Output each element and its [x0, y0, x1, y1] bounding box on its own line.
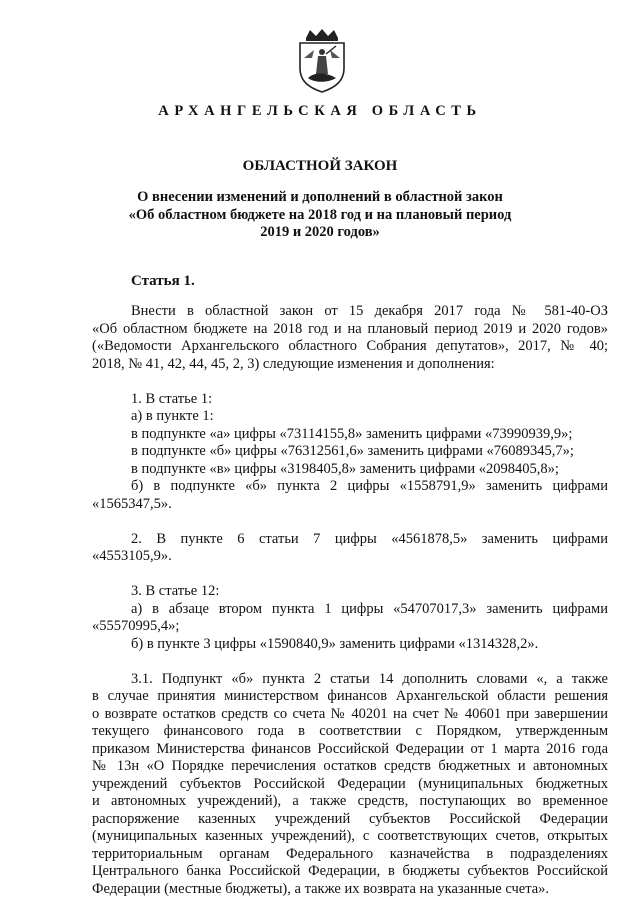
text-line: текущего финансового года в соответствии с Порядком, утвержденным — [92, 723, 608, 739]
text-line: 3.1. Подпункт «б» пункта 2 статьи 14 дополнить словами «, а также — [131, 670, 608, 687]
paragraph-item-2 — [92, 531, 608, 566]
text-line: территориальным органам Федерального казначейства в подразделениях — [92, 845, 608, 862]
text-line: распоряжение казенных учреждений субъектов Российской Федерации — [92, 810, 608, 827]
text-line: а) в пункте 1: — [131, 408, 214, 424]
text-line: («Ведомости Архангельского областного Собрания депутатов», 2017, № 40; — [92, 338, 608, 354]
text-line: в подпункте «в» цифры «3198405,8» заменить цифрами «2098405,8»; — [131, 460, 559, 477]
text-line: № 13н «О Порядке перечисления остатков средств бюджетных и автономных — [92, 758, 608, 774]
law-title: ОБЛАСТНОЙ ЗАКОН — [242, 158, 398, 174]
text-line: в случае принятия министерством финансов Архангельской области решения — [92, 688, 608, 704]
text-line: 2018, № 41, 42, 44, 45, 2, 3) следующие изменения и дополнения: — [92, 355, 495, 372]
paragraph-item-3-1 — [92, 671, 608, 899]
text-line: о возврате остатков средств со счета № 40201 на счет № 40601 при завершении — [92, 705, 608, 722]
text-line: в подпункте «б» цифры «76312561,6» заменить цифрами «76089345,7»; — [131, 443, 574, 459]
paragraph-intro — [92, 303, 608, 373]
text-line: Центрального банка Российской Федерации, в бюджеты субъектов Российской — [92, 863, 608, 879]
article-body — [92, 303, 608, 916]
region-name: АРХАНГЕЛЬСКАЯ ОБЛАСТЬ — [158, 103, 482, 119]
subject-line: «Об областном бюджете на 2018 год и на плановый период — [128, 206, 512, 223]
text-line: и автономных учреждений), а также средств, поступающих во временное — [92, 793, 608, 809]
coat-of-arms-icon — [296, 28, 348, 94]
text-line: «1565347,5». — [92, 495, 172, 512]
text-line: «Об областном бюджете на 2018 год и на плановый период 2019 и 2020 годов» — [92, 320, 608, 337]
text-line: а) в абзаце втором пункта 1 цифры «54707017,3» заменить цифрами — [131, 600, 608, 617]
text-line: 1. В статье 1: — [131, 390, 213, 407]
text-line: учреждений субъектов Российской Федерации (муниципальных бюджетных — [92, 775, 608, 792]
subject-line: 2019 и 2020 годов» — [260, 224, 380, 240]
subject-line: О внесении изменений и дополнений в областной закон — [137, 189, 503, 205]
text-line: Федерации (местные бюджеты), а также их возврата на указанные счета». — [92, 880, 550, 897]
article-heading: Статья 1. — [131, 273, 195, 289]
text-line: 2. В пункте 6 статьи 7 цифры «4561878,5» заменить цифрами — [131, 530, 608, 547]
paragraph-item-1 — [92, 391, 608, 514]
text-line: 3. В статье 12: — [131, 583, 220, 599]
text-line: «4553105,9». — [92, 548, 172, 564]
text-line: Внести в областной закон от 15 декабря 2017 года № 581-40-ОЗ — [131, 303, 608, 319]
text-line: (муниципальных казенных учреждений), с соответствующих счетов, открытых — [92, 828, 608, 844]
text-line: б) в пункте 3 цифры «1590840,9» заменить цифрами «1314328,2». — [131, 635, 539, 652]
text-line: в подпункте «а» цифры «73114155,8» заменить цифрами «73990939,9»; — [131, 425, 573, 442]
law-subject — [0, 189, 640, 242]
text-line: б) в подпункте «б» пункта 2 цифры «1558791,9» заменить цифрами — [131, 478, 608, 494]
text-line: «55570995,4»; — [92, 618, 180, 634]
paragraph-item-3 — [92, 583, 608, 653]
text-line: приказом Министерства финансов Российской Федерации от 1 марта 2016 года — [92, 740, 608, 757]
